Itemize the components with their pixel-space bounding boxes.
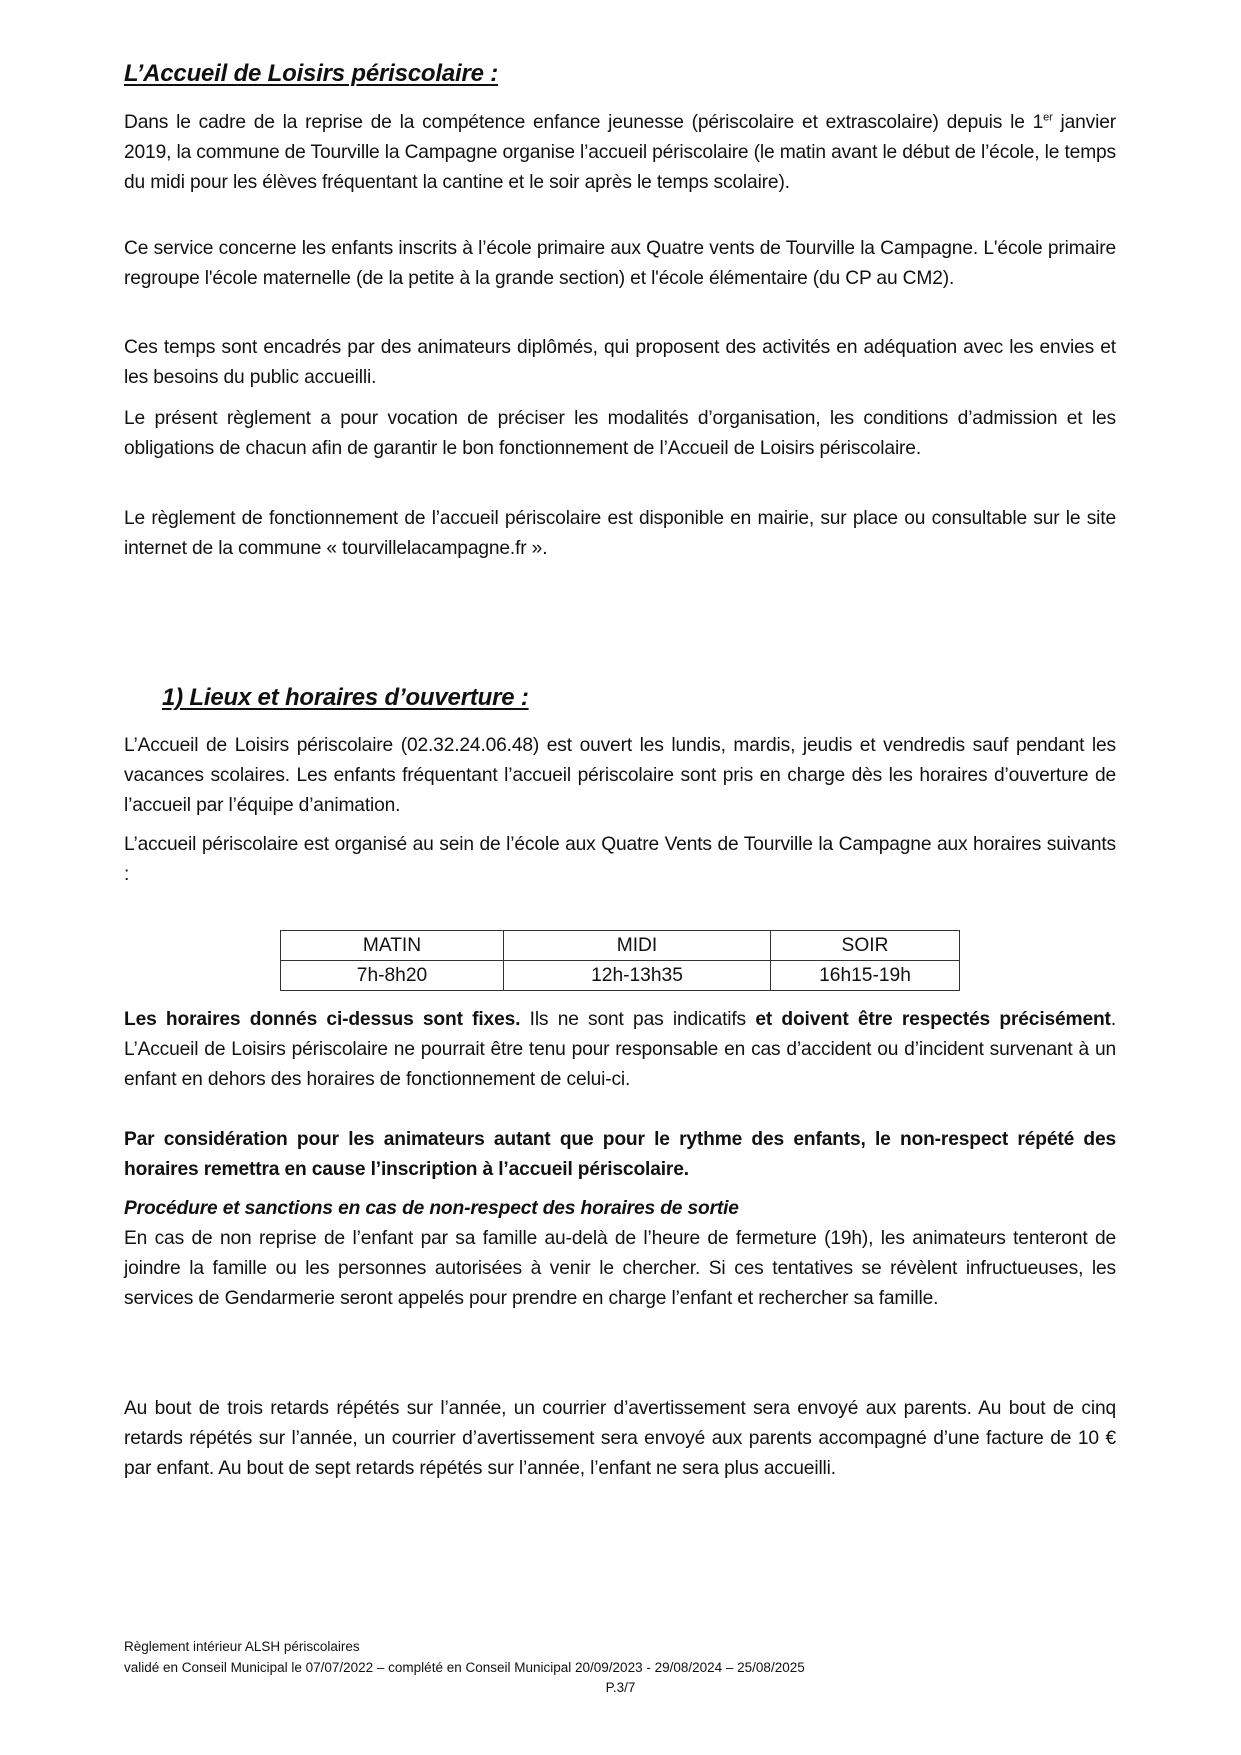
schedule-header-row: [281, 931, 960, 961]
section-heading-1: 1) Lieux et horaires d’ouverture :: [162, 684, 529, 711]
intro-p1-text-b: janvier 2019, la commune de Tourville la Campagne organise l’accueil périscolaire (le matin avant le début de l’école, le temps du midi pour les élèves fréquentant la cantine et le soir après le temps scolaire).: [124, 112, 1116, 194]
ordinal-superscript: er: [1043, 111, 1053, 124]
value-midi: 12h-13h35: [504, 961, 771, 991]
section1-paragraph-2: L’accueil périscolaire est organisé au sein de l’école aux Quatre Vents de Tourville la Campagne aux horaires suivants :: [124, 834, 1116, 886]
procedure-paragraph-2: Au bout de trois retards répétés sur l’année, un courrier d’avertissement sera envoyé aux parents. Au bout de cinq retards répétés sur l’année, un courrier d’avertissement sera envoyé aux parents accompagné d’une facture de 10 € par enfant. Au bout de sept retards répétés sur l’année, l’enfant ne sera plus accueilli.: [124, 1398, 1116, 1480]
intro-paragraph-1: [124, 108, 1116, 199]
header-soir: SOIR: [771, 931, 960, 961]
procedure-subheading: Procédure et sanctions en cas de non-respect des horaires de sortie: [124, 1198, 739, 1219]
intro-paragraph-4: Le présent règlement a pour vocation de préciser les modalités d’organisation, les conditions d’admission et les obligations de chacun afin de garantir le bon fonctionnement de l’Accueil de Loisirs périscolaire.: [124, 408, 1116, 460]
rule-bold-respect: et doivent être respectés précisément: [755, 1009, 1111, 1030]
rule-text-1: Ils ne sont pas indicatifs: [520, 1009, 756, 1030]
intro-paragraph-3: Ces temps sont encadrés par des animateurs diplômés, qui proposent des activités en adéquation avec les envies et les besoins du public accueilli.: [124, 337, 1116, 389]
intro-paragraph-5: Le règlement de fonctionnement de l’accueil périscolaire est disponible en mairie, sur place ou consultable sur le site internet de la commune « tourvillelacampagne.fr ».: [124, 508, 1116, 560]
schedule-values-row: [281, 961, 960, 991]
header-matin: MATIN: [281, 931, 504, 961]
footer-line-1: Règlement intérieur ALSH périscolaires: [124, 1639, 360, 1654]
intro-paragraph-2: Ce service concerne les enfants inscrits à l’école primaire aux Quatre vents de Tourville la Campagne. L'école primaire regroupe l'école maternelle (de la petite à la grande section) et l'école élémentaire (du CP au CM2).: [124, 238, 1116, 290]
rule-bold-fixed-hours: Les horaires donnés ci-dessus sont fixes.: [124, 1009, 521, 1030]
page-title: L’Accueil de Loisirs périscolaire :: [124, 60, 499, 87]
schedule-rules-paragraph: [124, 1005, 1116, 1096]
footer-line-2: validé en Conseil Municipal le 07/07/2022 – complété en Conseil Municipal 20/09/2023 - 29/08/2024 – 25/08/2025: [124, 1659, 805, 1675]
schedule-rules-warning: [124, 1125, 1116, 1185]
rule-text-2: . L’Accueil de Loisirs périscolaire ne pourrait être tenu pour responsable en cas d’accident ou d’incident survenant à un enfant en dehors des horaires de fonctionnement de celui-ci.: [124, 1009, 1116, 1091]
intro-p1-text-a: Dans le cadre de la reprise de la compétence enfance jeunesse (périscolaire et extrascolaire) depuis le 1: [124, 112, 1044, 133]
value-soir: 16h15-19h: [771, 961, 960, 991]
procedure-paragraph-1: En cas de non reprise de l’enfant par sa famille au-delà de l’heure de fermeture (19h), les animateurs tenteront de joindre la famille ou les personnes autorisées à venir le chercher. Si ces tentatives se révèlent infructueuses, les services de Gendarmerie seront appelés pour prendre en charge l’enfant et rechercher sa famille.: [124, 1228, 1116, 1310]
schedule-table: [280, 930, 960, 991]
section1-paragraph-1: L’Accueil de Loisirs périscolaire (02.32.24.06.48) est ouvert les lundis, mardis, jeudis et vendredis sauf pendant les vacances scolaires. Les enfants fréquentant l’accueil périscolaire sont pris en charge dès les horaires d’ouverture de l’accueil par l’équipe d’animation.: [124, 735, 1116, 817]
page-number: P.3/7: [605, 1680, 636, 1695]
value-matin: 7h-8h20: [281, 961, 504, 991]
page-footer: [124, 1637, 805, 1678]
rule-bold-warning: Par considération pour les animateurs autant que pour le rythme des enfants, le non-respect répété des horaires remettra en cause l’inscription à l’accueil périscolaire.: [124, 1129, 1116, 1181]
header-midi: MIDI: [504, 931, 771, 961]
